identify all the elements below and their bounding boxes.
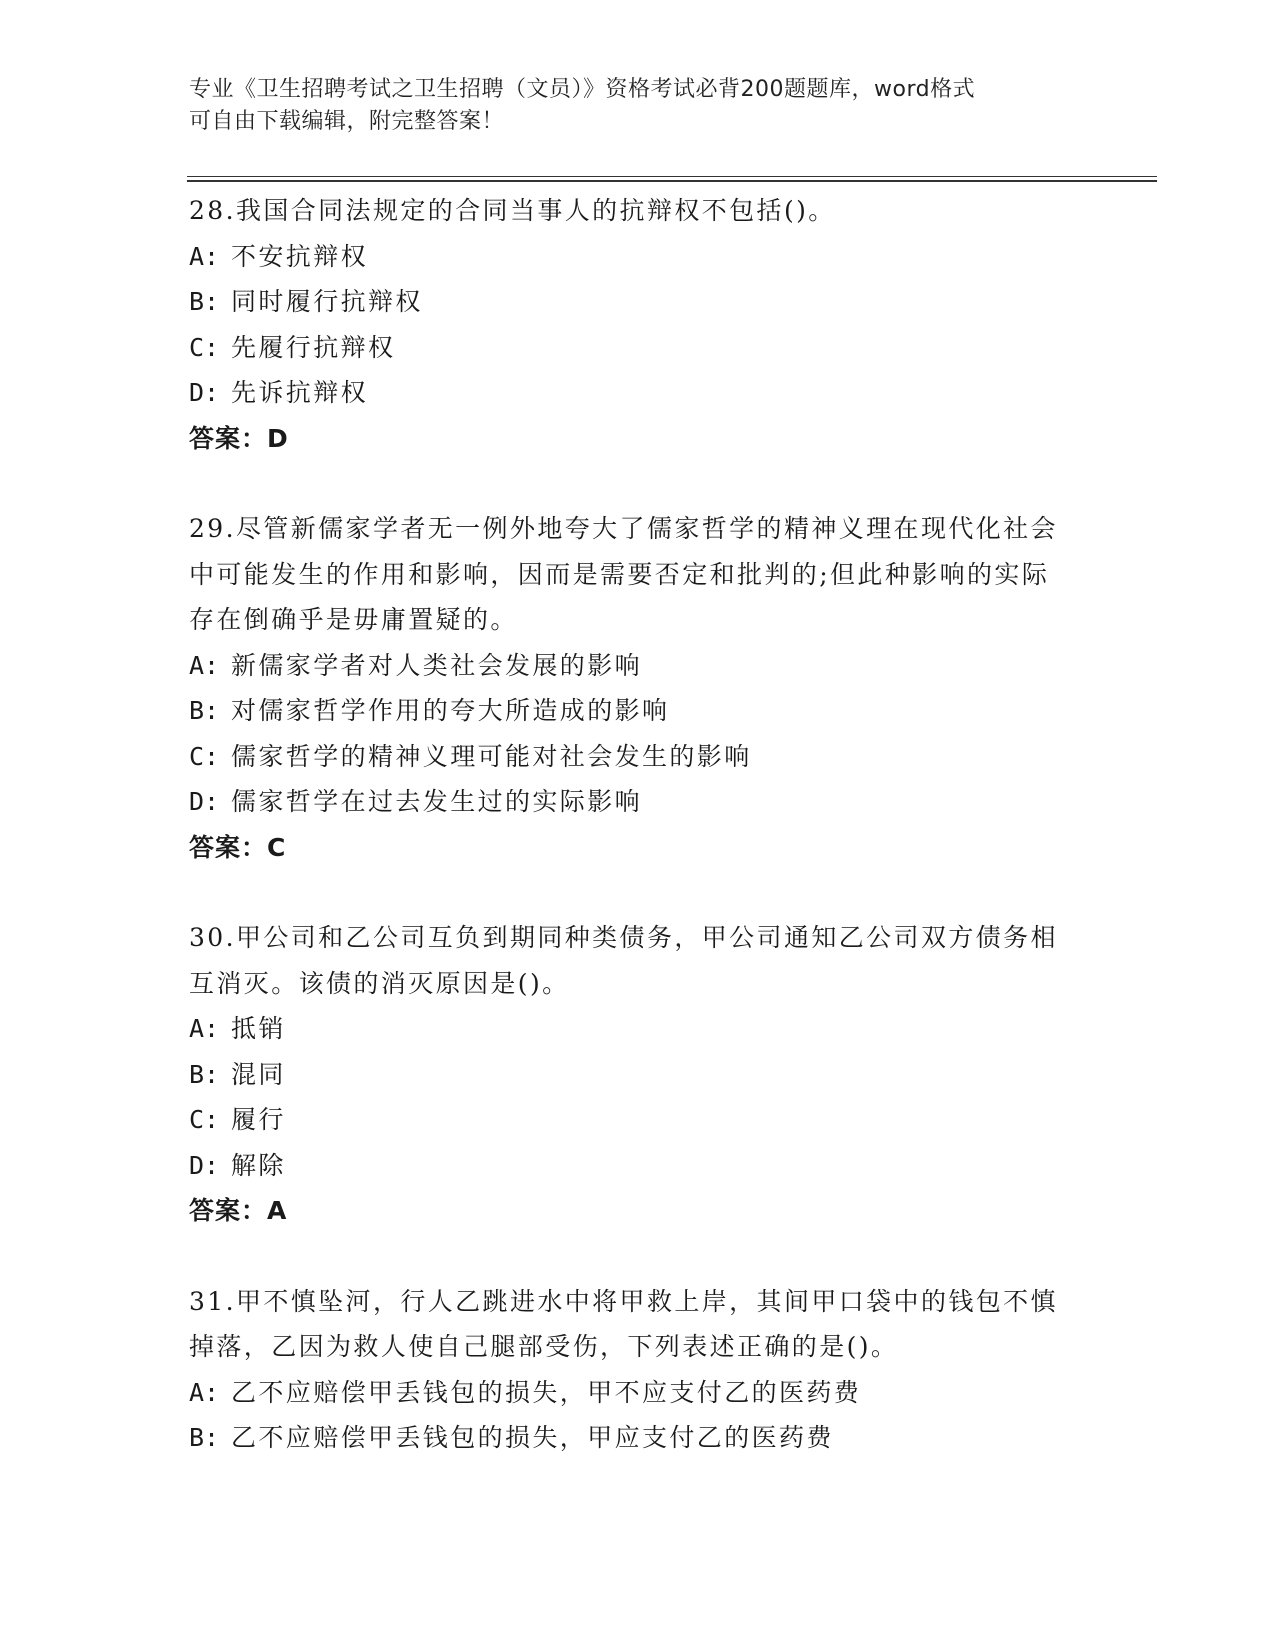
option-c [189,1097,1089,1143]
question-29 [189,506,1089,870]
option-letter: B: [189,287,220,316]
question-text: 29.尽管新儒家学者无一例外地夸大了儒家哲学的精神义理在现代化社会中可能发生的作用和影响，因而是需要否定和批判的;但此种影响的实际存在倒确乎是毋庸置疑的。 [189,514,1058,634]
option-b [189,688,1089,734]
option-letter: A: [189,650,220,680]
header-rule-thin [187,176,1157,177]
option-letter: A: [189,1014,220,1043]
option-a [189,1370,1089,1416]
header-line-2: 可自由下载编辑，附完整答案！ [189,109,505,134]
spacer [189,461,1089,506]
option-text: 混同 [231,1059,286,1089]
option-d [189,370,1089,416]
option-d [189,779,1089,825]
option-a [189,1006,1089,1052]
option-letter: C: [189,1105,220,1134]
header-line-1: 专业《卫生招聘考试之卫生招聘（文员）》资格考试必背200题题库，word格式 [189,77,976,102]
page-header [189,74,1069,138]
question-text: 28.我国合同法规定的合同当事人的抗辩权不包括()。 [189,196,836,225]
option-b [189,1415,1089,1461]
option-c [189,734,1089,780]
option-text: 儒家哲学在过去发生过的实际影响 [231,787,643,816]
question-text: 30.甲公司和乙公司互负到期同种类债务，甲公司通知乙公司双方债务相互消灭。该债的消灭原因是()。 [189,923,1058,998]
option-a [189,234,1089,280]
question-list [189,188,1089,1461]
option-text: 乙不应赔偿甲丢钱包的损失，甲应支付乙的医药费 [231,1423,834,1452]
option-b [189,279,1089,325]
option-letter: B: [189,696,220,725]
question-28 [189,188,1089,461]
option-b [189,1052,1089,1098]
option-letter: D: [189,787,220,816]
option-letter: D: [189,1150,220,1180]
option-text: 儒家哲学的精神义理可能对社会发生的影响 [231,741,752,771]
spacer [189,870,1089,915]
option-letter: A: [189,1377,220,1407]
option-text: 先诉抗辩权 [231,378,369,407]
answer-label: 答案：D [189,423,289,453]
option-letter: A: [189,241,220,271]
question-30 [189,915,1089,1234]
option-text: 乙不应赔偿甲丢钱包的损失，甲不应支付乙的医药费 [231,1377,862,1407]
answer-label: 答案：A [189,1196,288,1225]
question-31 [189,1279,1089,1461]
answer-label: 答案：C [189,832,287,862]
option-letter: B: [189,1059,220,1089]
option-letter: C: [189,741,220,771]
spacer [189,1234,1089,1279]
option-text: 新儒家学者对人类社会发展的影响 [231,650,643,680]
option-text: 先履行抗辩权 [231,332,396,362]
option-text: 对儒家哲学作用的夸大所造成的影响 [231,696,670,725]
option-a [189,643,1089,689]
option-text: 不安抗辩权 [231,241,369,271]
option-d [189,1143,1089,1189]
option-text: 履行 [231,1105,286,1134]
option-letter: C: [189,332,220,362]
option-letter: D: [189,378,220,407]
option-text: 抵销 [231,1014,286,1043]
question-text: 31.甲不慎坠河，行人乙跳进水中将甲救上岸，其间甲口袋中的钱包不慎掉落，乙因为救人使自己腿部受伤，下列表述正确的是()。 [189,1286,1058,1361]
option-letter: B: [189,1423,220,1452]
option-text: 同时履行抗辩权 [231,287,423,316]
option-text: 解除 [231,1150,286,1180]
header-rule-thick [187,180,1157,182]
option-c [189,325,1089,371]
